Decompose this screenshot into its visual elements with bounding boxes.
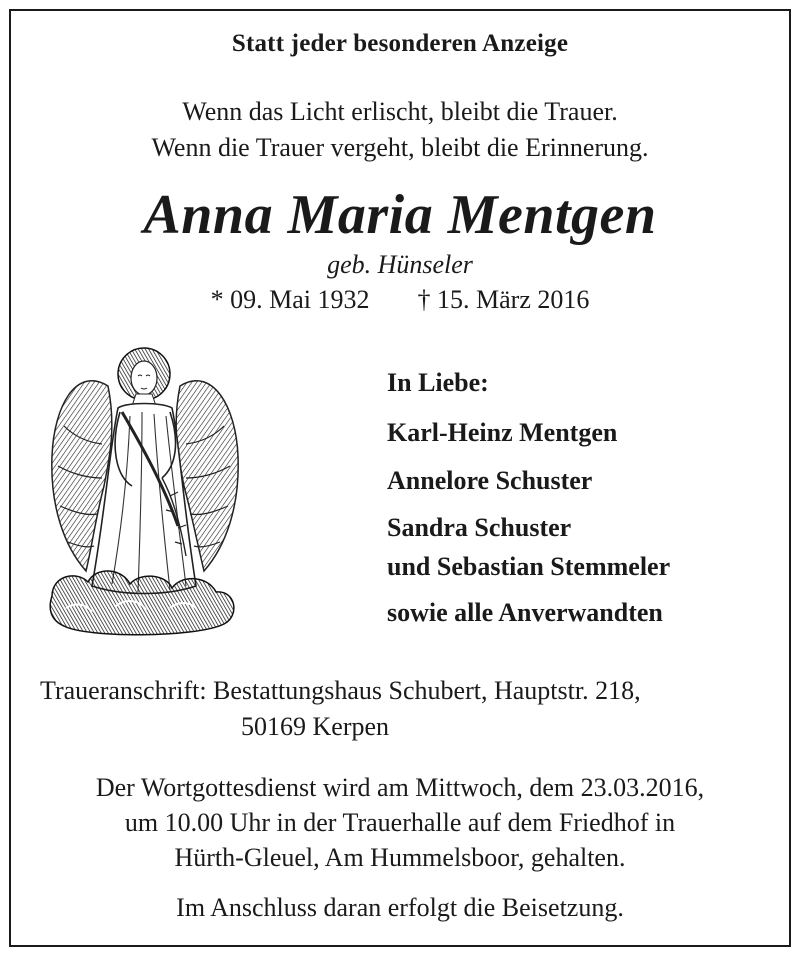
verse-line: Wenn das Licht erlischt, bleibt die Trauer. [182,97,618,126]
mourners-intro: In Liebe: [387,368,489,397]
verse [0,94,800,166]
funeral-address [40,673,641,745]
burial-info: Im Anschluss daran erfolgt die Beisetzung. [176,893,624,922]
address-line: Traueranschrift: Bestattungshaus Schubert, Hauptstr. 218, [40,676,641,705]
angel-illustration-icon [46,346,242,638]
service-line: Hürth-Gleuel, Am Hummelsboor, gehalten. [174,843,626,872]
service-line: um 10.00 Uhr in der Trauerhalle auf dem Friedhof in [124,808,676,837]
deceased-name: Anna Maria Mentgen [143,184,657,246]
mourner-name: Annelore Schuster [387,466,593,495]
verse-line: Wenn die Trauer vergeht, bleibt die Erinnerung. [151,133,649,162]
service-info [0,770,800,875]
death-date: † 15. März 2016 [417,285,590,314]
maiden-name: geb. Hünseler [327,250,473,279]
life-dates [0,285,800,315]
mourner-name: Karl-Heinz Mentgen [387,418,618,447]
service-line: Der Wortgottesdienst wird am Mittwoch, dem 23.03.2016, [95,773,705,802]
birth-date: * 09. Mai 1932 [210,285,370,314]
mourner-name: und Sebastian Stemmeler [387,552,671,581]
address-line: 50169 Kerpen [241,712,390,741]
notice-header: Statt jeder besonderen Anzeige [231,30,569,57]
mourner-name: Sandra Schuster [387,513,572,542]
mourner-name: sowie alle Anverwandten [387,598,663,627]
